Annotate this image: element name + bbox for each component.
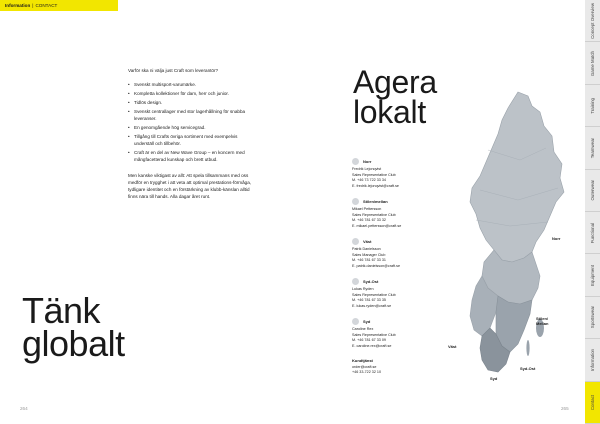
region-contact-syd [352, 318, 452, 349]
customer-service [352, 358, 452, 376]
tab-teamwear[interactable]: Teamwear [585, 127, 600, 169]
contact-email[interactable]: E. mikael.pettersson@craft.se [352, 223, 402, 228]
map-region-norr-shape [470, 92, 564, 262]
region-name: Syd-Ost [363, 278, 379, 284]
section-name: Information [5, 3, 31, 8]
tab-sportswear[interactable]: Sportswear [585, 297, 600, 339]
headline-right-line1: Agera [353, 64, 437, 100]
region-name: Stilen/mellan [363, 198, 388, 204]
contact-email[interactable]: E. fredrik.lejonqvist@craft.se [352, 183, 399, 188]
contact-person: Fredrik Lejonqvist [352, 167, 382, 171]
tab-training[interactable]: Training [585, 85, 600, 127]
tab-concept-overview[interactable]: Concept Overview [585, 0, 600, 42]
section-tab-strip [585, 0, 600, 424]
benefit-item: • En genomgående hög servicegrad. [128, 124, 258, 131]
section-current: CONTACT [35, 3, 58, 8]
contact-phone[interactable]: M. +46 781 67 33 09 [352, 338, 386, 342]
contact-email[interactable]: E. patrik.danielsson@craft.se [352, 263, 401, 268]
region-contact-sydost [352, 278, 452, 309]
contact-person: Mikael Pettersson [352, 207, 382, 211]
region-marker-icon [352, 158, 359, 165]
benefit-item: • Svenskt multisport-varumärke. [128, 81, 258, 88]
region-marker-icon [352, 238, 359, 245]
contact-person: Lukas Ryden [352, 287, 374, 291]
map-island-oland [526, 340, 529, 356]
map-label-sydost: Syd-Ost [520, 366, 536, 371]
section-separator: | [32, 3, 34, 8]
customer-service-title: Kundtjänst [352, 358, 373, 363]
regional-contacts [352, 158, 452, 385]
region-contact-stilen [352, 198, 452, 229]
intro-question: Varför ska ni välja just Craft som leverantör? [128, 68, 219, 73]
customer-service-phone[interactable]: +46 33-722 32 10 [352, 370, 382, 374]
map-label-stilen-line2: Mellan [536, 321, 549, 326]
region-contact-norr [352, 158, 452, 189]
contact-role: Sales Representative Club [352, 332, 396, 337]
region-marker-icon [352, 198, 359, 205]
headline-left-line1: Tänk [22, 290, 101, 331]
map-label-stilen-line1: Stilen/ [536, 316, 549, 321]
region-name: Syd [363, 318, 371, 324]
tab-game-match[interactable]: Game Match [585, 42, 600, 84]
benefit-item: • Craft är en del av New Wave Group – en koncern med mångfacetterad kunskap och brett utbud. [128, 149, 258, 163]
benefit-item: • Tidlös design. [128, 99, 258, 106]
tab-outerwear[interactable]: Outerwear [585, 170, 600, 212]
sweden-map-graphic [440, 90, 570, 390]
region-contact-vast [352, 238, 452, 269]
benefit-item: • Tillgång till Crafts övriga sortiment med exempelvis underställ och tillbehör. [128, 133, 258, 147]
tab-equipment[interactable]: Equipment [585, 254, 600, 296]
benefit-item: • Kompletta kollektioner för dam, herr och junior. [128, 90, 258, 97]
headline-act-local [353, 64, 437, 130]
map-label-stilen [536, 316, 548, 326]
contact-phone[interactable]: M. +46 73 722 33 34 [352, 178, 386, 182]
contact-role: Sales Manager Club [352, 252, 386, 257]
contact-email[interactable]: E. lukas.ryden@craft.se [352, 303, 392, 308]
closing-paragraph: Men kanske viktigast av allt: Att spela tillsammans med oss medför en trygghet i att veta att optimal prestations-förmåga, tydligare identitet och en förstärkning av klubb-känslan alltid finns nära till hands. Alla dagar året runt. [128, 173, 252, 199]
contact-person: Patrik Danielsson [352, 247, 381, 251]
section-tag[interactable] [0, 0, 118, 11]
headline-right-line2: lokalt [353, 94, 426, 130]
tab-contact[interactable]: Contact [585, 382, 600, 424]
benefit-item: • Svenskt centrallager med stor lagerhållning för snabba leveranser. [128, 108, 258, 122]
headline-left-line2: globalt [22, 323, 125, 364]
sweden-region-map [440, 90, 570, 390]
region-marker-icon [352, 318, 359, 325]
customer-service-email[interactable]: order@craft.se [352, 364, 377, 369]
map-label-syd: Syd [490, 376, 498, 381]
map-label-vast: Väst [448, 344, 457, 349]
map-region-sydost-shape [496, 296, 532, 352]
map-label-norr: Norr [552, 236, 561, 241]
tab-functional[interactable]: Functional [585, 212, 600, 254]
region-name: Norr [363, 158, 372, 164]
region-name: Väst [363, 238, 372, 244]
headline-think-global [22, 290, 125, 364]
contact-role: Sales Representative Club [352, 212, 396, 217]
contact-phone[interactable]: M. +46 781 67 33 31 [352, 258, 386, 262]
contact-person: Caroline Rex [352, 327, 374, 331]
tab-information[interactable]: Information [585, 339, 600, 381]
page-number-right: 265 [561, 406, 569, 411]
benefit-list [128, 81, 258, 163]
contact-phone[interactable]: M. +46 781 67 33 35 [352, 298, 386, 302]
contact-role: Sales Representative Club [352, 292, 396, 297]
contact-email[interactable]: E. caroline.rex@craft.se [352, 343, 392, 348]
page-number-left: 264 [20, 406, 28, 411]
intro-text-block [128, 67, 258, 200]
region-marker-icon [352, 278, 359, 285]
contact-phone[interactable]: M. +46 781 67 33 32 [352, 218, 386, 222]
contact-role: Sales Representative Club [352, 172, 396, 177]
